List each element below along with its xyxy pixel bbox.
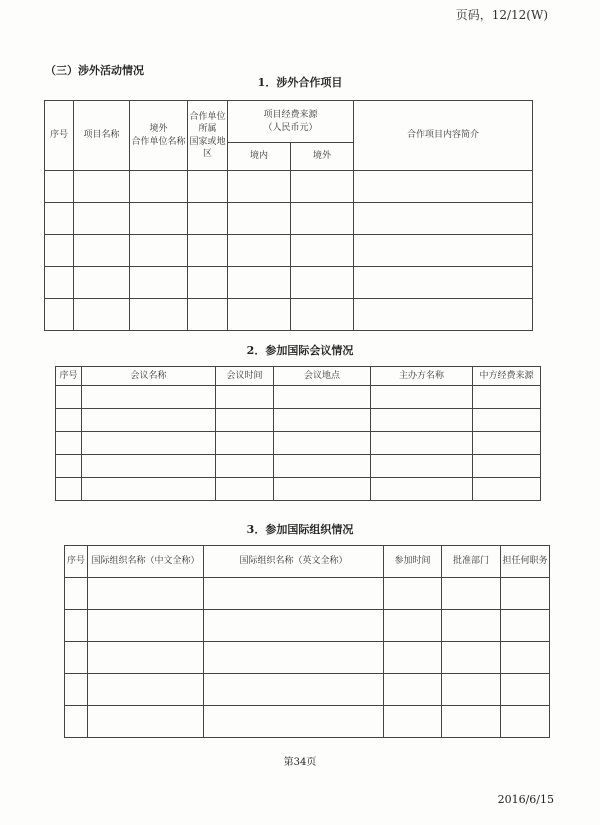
table2-title: 2．参加国际会议情况 <box>246 344 354 357</box>
table-cell <box>88 578 204 610</box>
table-cell <box>188 299 228 331</box>
column-header: 会议名称 <box>82 367 216 386</box>
table-cell <box>56 455 82 478</box>
table-cell <box>354 267 533 299</box>
page-number: 第34页 <box>283 757 317 768</box>
table1-body <box>45 171 533 331</box>
section-title: （三）涉外活动情况 <box>45 64 144 77</box>
table-cell <box>88 706 204 738</box>
table-cell <box>188 203 228 235</box>
table-cell <box>74 203 130 235</box>
table-row <box>45 203 533 235</box>
table-row <box>45 235 533 267</box>
table-cell <box>371 432 473 455</box>
table-cell <box>188 267 228 299</box>
table-cell <box>65 610 88 642</box>
table-cell <box>501 578 550 610</box>
table-cell <box>384 578 442 610</box>
table1-title: 1．涉外合作项目 <box>257 76 343 89</box>
table-cell <box>473 432 541 455</box>
table-cell <box>228 171 291 203</box>
column-header: 中方经费来源 <box>473 367 541 386</box>
table-cell <box>130 171 188 203</box>
table-cell <box>442 706 501 738</box>
table-cell <box>82 478 216 501</box>
table-cell <box>371 409 473 432</box>
table-cell <box>216 432 274 455</box>
table-cell <box>45 235 74 267</box>
table-cell <box>204 610 384 642</box>
table-cell <box>216 478 274 501</box>
table-row <box>56 478 541 501</box>
table-cell <box>442 610 501 642</box>
table-row <box>56 409 541 432</box>
column-header: 参加时间 <box>384 546 442 578</box>
table-row <box>56 455 541 478</box>
table-row <box>65 578 550 610</box>
table-cell <box>130 203 188 235</box>
header-partner-country: 合作单位 所属 国家或地 区 <box>188 101 228 171</box>
table-cell <box>291 267 354 299</box>
table-cell <box>274 455 371 478</box>
header-project-name: 项目名称 <box>74 101 130 171</box>
table-cell <box>204 674 384 706</box>
table-cell <box>82 409 216 432</box>
table-cell <box>45 299 74 331</box>
table-cell <box>88 610 204 642</box>
table-cell <box>473 478 541 501</box>
table-cell <box>274 409 371 432</box>
table-cell <box>204 578 384 610</box>
table-row <box>56 386 541 409</box>
table-cell <box>354 235 533 267</box>
international-organization-table <box>64 545 550 738</box>
column-header: 会议时间 <box>216 367 274 386</box>
table-cell <box>56 432 82 455</box>
table-cell <box>354 171 533 203</box>
table-cell <box>473 455 541 478</box>
table-cell <box>501 674 550 706</box>
table-cell <box>228 299 291 331</box>
column-header: 序号 <box>56 367 82 386</box>
table-cell <box>291 299 354 331</box>
table-cell <box>501 610 550 642</box>
table-cell <box>204 706 384 738</box>
table-row <box>65 674 550 706</box>
table-cell <box>56 478 82 501</box>
table-cell <box>65 578 88 610</box>
international-conference-table <box>55 366 541 501</box>
table-cell <box>473 386 541 409</box>
foreign-cooperation-table <box>44 100 533 331</box>
column-header: 会议地点 <box>274 367 371 386</box>
column-header: 主办方名称 <box>371 367 473 386</box>
table-cell <box>384 610 442 642</box>
table-cell <box>216 455 274 478</box>
table-cell <box>65 706 88 738</box>
table-cell <box>274 432 371 455</box>
table-cell <box>130 235 188 267</box>
header-overseas: 境外 <box>291 143 354 171</box>
table-cell <box>65 642 88 674</box>
column-header: 序号 <box>65 546 88 578</box>
table-cell <box>65 674 88 706</box>
table-cell <box>501 706 550 738</box>
column-header: 批准部门 <box>442 546 501 578</box>
table-cell <box>74 267 130 299</box>
table-cell <box>45 203 74 235</box>
page-code: 页码，12/12(W) <box>455 8 548 22</box>
column-header: 担任何职务 <box>501 546 550 578</box>
table-cell <box>442 578 501 610</box>
table-cell <box>354 299 533 331</box>
table-cell <box>274 478 371 501</box>
table-cell <box>130 267 188 299</box>
table-cell <box>384 706 442 738</box>
table-cell <box>291 203 354 235</box>
table-cell <box>88 642 204 674</box>
table-row <box>65 706 550 738</box>
table-cell <box>204 642 384 674</box>
table-cell <box>371 455 473 478</box>
table-cell <box>371 386 473 409</box>
table-cell <box>45 171 74 203</box>
table-cell <box>74 299 130 331</box>
table-cell <box>188 171 228 203</box>
table-cell <box>442 642 501 674</box>
table-cell <box>473 409 541 432</box>
header-foreign-partner: 境外 合作单位名称 <box>130 101 188 171</box>
header-seq: 序号 <box>45 101 74 171</box>
table-cell <box>228 203 291 235</box>
table-cell <box>228 235 291 267</box>
table-cell <box>501 642 550 674</box>
table-row <box>45 267 533 299</box>
table-cell <box>74 171 130 203</box>
table-row <box>45 171 533 203</box>
table-cell <box>274 386 371 409</box>
table-row <box>45 299 533 331</box>
table-row <box>56 432 541 455</box>
table-cell <box>354 203 533 235</box>
table-cell <box>56 386 82 409</box>
header-funding: 项目经费来源 （人民币元） <box>228 101 354 143</box>
table-cell <box>45 267 74 299</box>
table-cell <box>216 386 274 409</box>
table-cell <box>56 409 82 432</box>
header-domestic: 境内 <box>228 143 291 171</box>
table3-title: 3．参加国际组织情况 <box>246 523 354 536</box>
column-header: 国际组织名称（中文全称） <box>88 546 204 578</box>
header-summary: 合作项目内容简介 <box>354 101 533 171</box>
column-header: 国际组织名称（英文全称） <box>204 546 384 578</box>
table-cell <box>291 171 354 203</box>
table-cell <box>82 432 216 455</box>
table-cell <box>228 267 291 299</box>
print-date: 2016/6/15 <box>497 793 554 806</box>
table-row <box>65 642 550 674</box>
table3-body <box>65 578 550 738</box>
table-row <box>65 610 550 642</box>
table-cell <box>442 674 501 706</box>
table-cell <box>130 299 188 331</box>
table-cell <box>74 235 130 267</box>
table-cell <box>291 235 354 267</box>
table-cell <box>371 478 473 501</box>
table-cell <box>82 386 216 409</box>
table-cell <box>82 455 216 478</box>
table-cell <box>384 674 442 706</box>
table-cell <box>384 642 442 674</box>
table-cell <box>216 409 274 432</box>
table2-body <box>56 386 541 501</box>
table-cell <box>88 674 204 706</box>
table-cell <box>188 235 228 267</box>
